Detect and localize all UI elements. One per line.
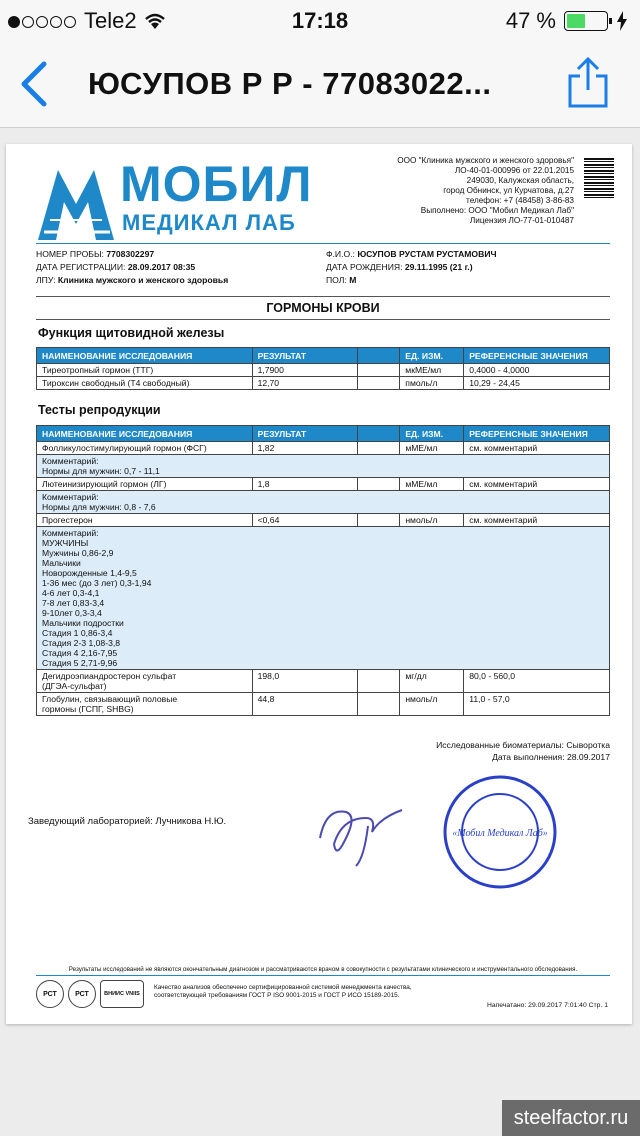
back-chevron-icon[interactable]	[14, 60, 54, 108]
test-comment: Комментарий: Нормы для мужчин: 0,8 - 7,6	[37, 491, 610, 514]
test-reference: 80,0 - 560,0	[464, 670, 610, 693]
sample-number: 7708302297	[106, 249, 155, 259]
lpu-label: ЛПУ:	[36, 275, 56, 285]
sample-label: НОМЕР ПРОБЫ:	[36, 249, 104, 259]
test-unit: нмоль/л	[400, 514, 464, 527]
col-header	[358, 426, 400, 442]
disclaimer: Результаты исследований не являются окончательным диагнозом и рассматриваются врачом в совокупности с результатами клинического и инструментального обследования.	[36, 966, 610, 976]
dob-label: ДАТА РОЖДЕНИЯ:	[326, 262, 403, 272]
test-reference: 0,4000 - 4,0000	[464, 364, 610, 377]
empty-cell	[358, 693, 400, 716]
patient-info-right	[326, 248, 497, 287]
stamp-text: «Мобил Медикал Лаб»	[452, 828, 548, 839]
test-comment: Комментарий: МУЖЧИНЫ Мужчины 0,86-2,9 Мальчики Новорожденные 1,4-9,5 1-36 мес (до 3 лет) 0,3-1,94 4-6 лет 0,3-4,1 7-8 лет 0,83-3,4 9-10лет 0,3-3,4 Мальчики подростки Стадия 1 0,86-3,4 Стадия 2-3 1,08-3,8 Стадия 4 2,16-7,95 Стадия 5 2,71-9,96	[37, 527, 610, 670]
table-row	[37, 670, 610, 693]
empty-cell	[358, 364, 400, 377]
section-title: ГОРМОНЫ КРОВИ	[36, 296, 610, 320]
test-result: 1,8	[252, 478, 358, 491]
divider	[36, 243, 610, 244]
col-header: НАИМЕНОВАНИЕ ИССЛЕДОВАНИЯ	[37, 426, 253, 442]
test-unit: мМЕ/мл	[400, 478, 464, 491]
patient-name: ЮСУПОВ РУСТАМ РУСТАМОВИЧ	[357, 249, 497, 259]
reproduction-table	[36, 425, 610, 716]
test-reference: 10,29 - 24,45	[464, 377, 610, 390]
test-unit: мкМЕ/мл	[400, 364, 464, 377]
navigation-bar	[0, 40, 640, 128]
comment-row	[37, 527, 610, 670]
test-name: Глобулин, связывающий половые гормоны (ГСПГ, SHBG)	[37, 693, 253, 716]
lab-seal-stamp	[442, 774, 558, 890]
table-row	[37, 514, 610, 527]
fio-label: Ф.И.О.:	[326, 249, 355, 259]
table-row	[37, 442, 610, 455]
lpu-value: Клиника мужского и женского здоровья	[57, 275, 229, 285]
organization-info	[314, 156, 574, 226]
test-unit: мг/дл	[400, 670, 464, 693]
test-comment: Комментарий: Нормы для мужчин: 0,7 - 11,1	[37, 455, 610, 478]
rst-cert-icon: РСТ	[68, 980, 96, 1008]
printed-stamp: Напечатано: 29.09.2017 7:01:40 Стр. 1	[486, 1002, 608, 1009]
empty-cell	[358, 514, 400, 527]
quality-note: Качество анализов обеспечено сертифицированной системой менеджмента качества, соответствующей требованиям ГОСТ Р ISO 9001-2015 и ГОСТ Р ИСО 15189-2015.	[154, 984, 412, 999]
table-row	[37, 693, 610, 716]
certification-logos	[36, 980, 146, 1012]
test-result: 1,82	[252, 442, 358, 455]
test-name: Дегидроэпиандростерон сульфат (ДГЭА-сульфат)	[37, 670, 253, 693]
test-result: 1,7900	[252, 364, 358, 377]
test-result: <0,64	[252, 514, 358, 527]
test-result: 12,70	[252, 377, 358, 390]
org-line: ООО "Клиника мужского и женского здоровья"	[397, 156, 574, 165]
completion-date: Дата выполнения: 28.09.2017	[492, 752, 610, 762]
test-name: Тиреотропный гормон (ТТГ)	[37, 364, 253, 377]
barcode-icon	[584, 158, 614, 200]
col-header: РЕЗУЛЬТАТ	[252, 426, 358, 442]
document-title: ЮСУПОВ Р Р - 77083022...	[88, 66, 492, 101]
table-row	[37, 364, 610, 377]
comment-row	[37, 455, 610, 478]
thyroid-table	[36, 347, 610, 390]
birth-date: 29.11.1995 (21 г.)	[404, 262, 473, 272]
logo-text-sub: МЕДИКАЛ ЛАБ	[122, 210, 296, 235]
sex-label: ПОЛ:	[326, 275, 347, 285]
empty-cell	[358, 478, 400, 491]
test-reference: 11,0 - 57,0	[464, 693, 610, 716]
status-bar	[0, 0, 640, 40]
test-reference: см. комментарий	[464, 514, 610, 527]
org-line: телефон: +7 (48458) 3-86-83	[466, 196, 574, 205]
test-name: Лютеинизирующий гормон (ЛГ)	[37, 478, 253, 491]
carrier-label: Tele2	[84, 8, 137, 33]
share-icon[interactable]	[566, 56, 610, 110]
signature-image	[306, 788, 426, 868]
test-reference: см. комментарий	[464, 478, 610, 491]
logo-mark-icon	[36, 162, 116, 242]
battery-percent: 47 %	[505, 8, 556, 33]
rst-cert-icon: РСТ	[36, 980, 64, 1008]
reg-date: 28.09.2017 08:35	[127, 262, 196, 272]
org-line: город Обнинск, ул Курчатова, д.27	[443, 186, 574, 195]
col-header	[358, 348, 400, 364]
test-result: 44,8	[252, 693, 358, 716]
vniis-cert-icon: ВНИИС VNIIS	[100, 980, 144, 1008]
org-line: ЛО-40-01-000996 от 22.01.2015	[454, 166, 574, 175]
col-header: РЕФЕРЕНСНЫЕ ЗНАЧЕНИЯ	[464, 348, 610, 364]
lab-report-page	[6, 144, 632, 1024]
reg-label: ДАТА РЕГИСТРАЦИИ:	[36, 262, 126, 272]
org-line: Лицензия ЛО-77-01-010487	[469, 216, 574, 225]
watermark: steelfactor.ru	[502, 1100, 640, 1136]
sex-value: М	[349, 275, 357, 285]
test-unit: мМЕ/мл	[400, 442, 464, 455]
signer-line: Заведующий лабораторией: Лучникова Н.Ю.	[28, 816, 227, 827]
patient-info-left	[36, 248, 228, 287]
test-result: 198,0	[252, 670, 358, 693]
test-unit: нмоль/л	[400, 693, 464, 716]
subsection-title: Функция щитовидной железы	[38, 326, 225, 340]
col-header: ЕД. ИЗМ.	[400, 348, 464, 364]
test-name: Тироксин свободный (Т4 свободный)	[37, 377, 253, 390]
test-name: Прогестерон	[37, 514, 253, 527]
col-header: НАИМЕНОВАНИЕ ИССЛЕДОВАНИЯ	[37, 348, 253, 364]
col-header: ЕД. ИЗМ.	[400, 426, 464, 442]
test-name: Фолликулостимулирующий гормон (ФСГ)	[37, 442, 253, 455]
clock: 17:18	[291, 8, 349, 33]
col-header: РЕФЕРЕНСНЫЕ ЗНАЧЕНИЯ	[464, 426, 610, 442]
comment-row	[37, 491, 610, 514]
logo-text-main: МОБИЛ	[120, 156, 313, 212]
biomaterial-note: Исследованные биоматериалы: Сыворотка	[436, 740, 610, 750]
empty-cell	[358, 377, 400, 390]
test-unit: пмоль/л	[400, 377, 464, 390]
empty-cell	[358, 670, 400, 693]
charging-bolt-icon	[616, 11, 628, 31]
empty-cell	[358, 442, 400, 455]
org-line: Выполнено: ООО "Мобил Медикал Лаб"	[420, 206, 574, 215]
lab-logo	[36, 158, 336, 238]
table-row	[37, 377, 610, 390]
subsection-title: Тесты репродукции	[38, 403, 161, 417]
col-header: РЕЗУЛЬТАТ	[252, 348, 358, 364]
test-reference: см. комментарий	[464, 442, 610, 455]
org-line: 249030, Калужская область,	[466, 176, 574, 185]
table-row	[37, 478, 610, 491]
battery-icon	[564, 11, 608, 31]
